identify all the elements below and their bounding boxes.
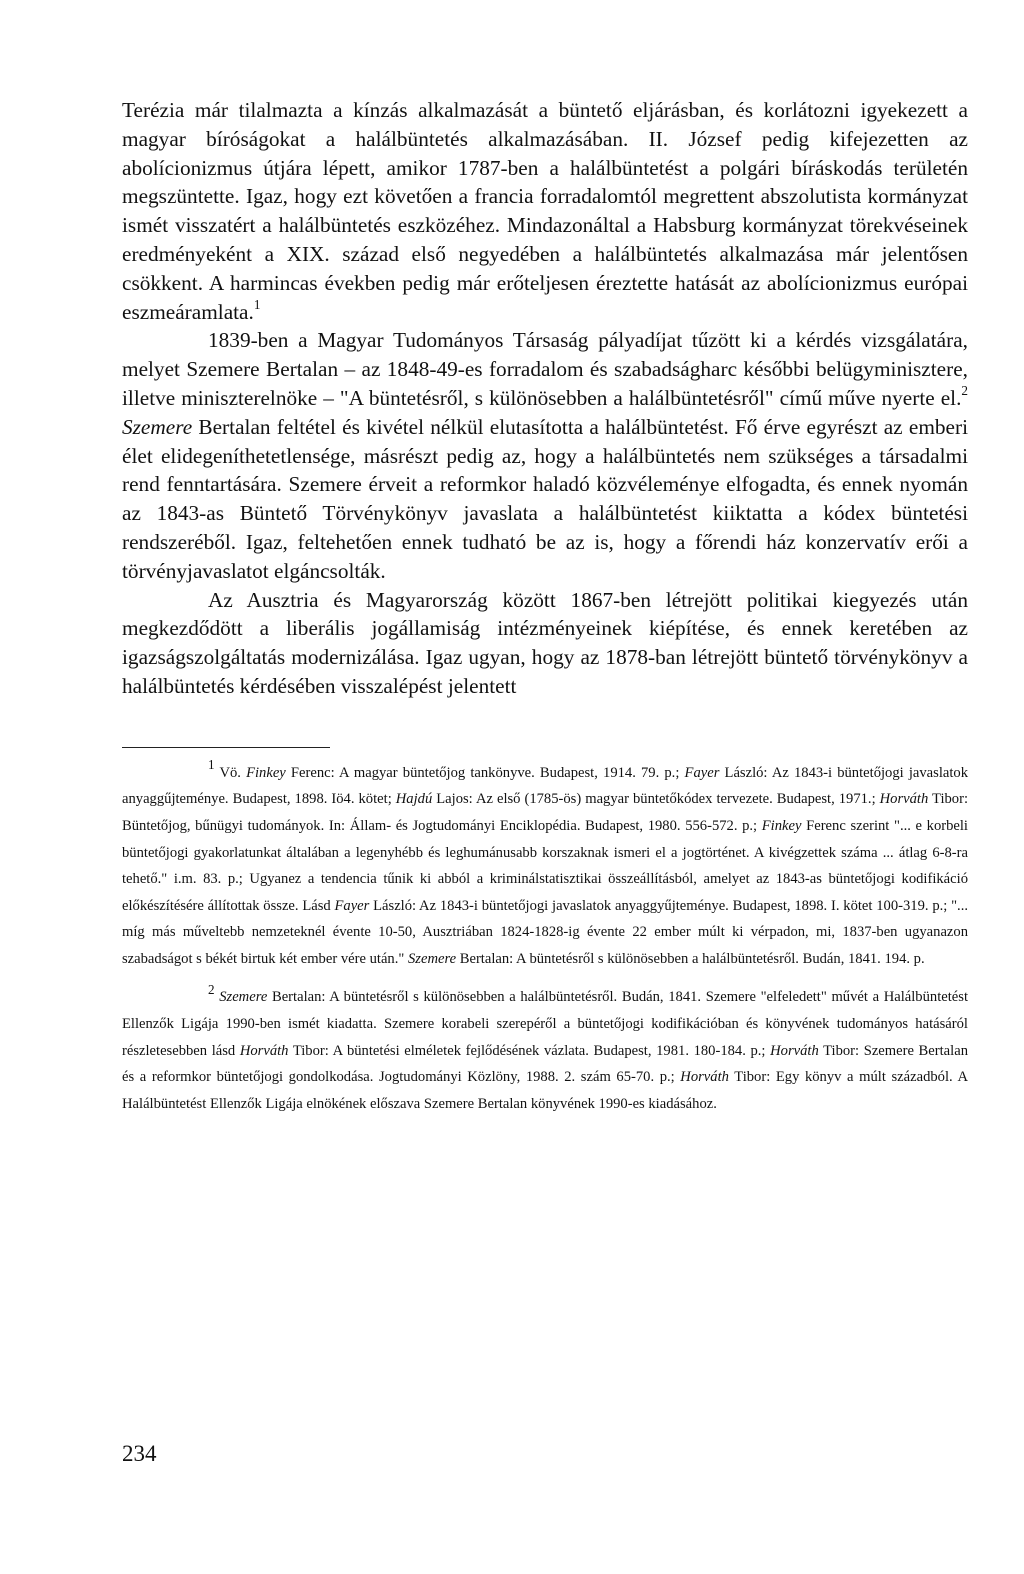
- footnote-2-author: Horváth: [239, 1042, 289, 1059]
- footnote-2-author: Szemere: [219, 989, 268, 1006]
- footnote-1-text: Bertalan: A büntetésről s különösebben a halálbüntetésről. Budán, 1841. 194. p.: [456, 950, 925, 967]
- footnote-1-number: 1: [208, 756, 215, 772]
- paragraph-2: [122, 326, 968, 585]
- page-number: 234: [122, 1441, 157, 1466]
- footnote-1-text: Ferenc szerint "... e korbeli büntetőjogi gyakorlatunkat általában a legenyhébb és leghumánusabb korszaknak ismeri el a jogtörténet. A kivégzettek száma ... átlag 6-8-ra tehető." i.m. 83. p.; Ugyanez a tendencia tűnik ki abból a kriminálstatisztikai összeállításból, amelyet az 1843-as büntetőjogi kodifikáció előkészítésére állítottak össze. Lásd: [122, 817, 968, 914]
- footnote-divider: [122, 747, 330, 748]
- footnote-1-author: Finkey: [246, 764, 286, 781]
- footnote-1-text: Vö.: [219, 764, 247, 781]
- document-page: [122, 96, 968, 1129]
- footnote-2: [122, 981, 968, 1117]
- footnotes: [122, 756, 969, 1118]
- footnote-1-text: László: Az 1843-i büntetőjogi javaslatok anyaggűjteménye. Budapest, 1898. Iö4. kötet;: [122, 764, 968, 808]
- paragraph-2-text-b: Bertalan feltétel és kivétel nélkül elutasította a halálbüntetést. Fő érve egyrészt az emberi élet elidegeníthetetlensége, másrészt pedig az, hogy a halálbüntetés nem szükséges a társadalmi rend fenntartására. Szemere érveit a reformkor haladó közvéleménye elfogadta, és ennek nyomán az 1843-as Büntető Törvénykönyv javaslata a halálbüntetést kiiktatta a kódex büntetési rendszeréből. Igaz, feltehetően ennek tudható be az is, hogy a főrendi ház konzervatív erői a törvényjavaslatot elgáncsolták.: [122, 414, 968, 583]
- paragraph-3: [122, 586, 968, 701]
- footnote-1-author: Fayer: [334, 897, 370, 914]
- footnote-1-author: Horváth: [879, 791, 929, 808]
- footnote-1-author: Fayer: [684, 764, 720, 781]
- footnote-1-text: Lajos: Az első (1785-ös) magyar büntetőkódex tervezete. Budapest, 1971.;: [432, 791, 880, 808]
- footnote-1-text: Tibor: Büntetőjog, bűnügyi tudományok. In: Állam- és Jogtudományi Enciklopédia. Budapest, 1980. 556-572. p.;: [122, 791, 969, 834]
- footnote-ref-1: 1: [253, 296, 261, 312]
- footnote-1-author: Hajdú: [395, 791, 433, 808]
- footnote-1-author: Finkey: [761, 817, 802, 834]
- paragraph-1-text: Terézia már tilalmazta a kínzás alkalmazását a büntető eljárásban, és korlátozni igyekezett a magyar bíróságokat a halálbüntetés alkalmazásában. II. József pedig kifejezetten az abolícionizmus útjára lépett, amikor 1787-ben a halálbüntetést a polgári bíráskodás területén megszüntette. Igaz, hogy ezt követően a francia forradalomtól megrettent abszolutista kormányzat ismét visszatért a halálbüntetés eszközéhez. Mindazonáltal a Habsburg kormányzat törekvéseinek eredményeként a XIX. század első negyedében a halálbüntetés alkalmazása már jelentősen csökkent. A harmincas években pedig már erőteljesen éreztette hatását az abolícionizmus európai eszmeáramlata.: [122, 98, 968, 324]
- footnote-2-text: Tibor: Szemere Bertalan és a reformkor büntetőjogi gondolkodása. Jogtudományi Közlöny, 1988. 2. szám 65-70. p.;: [122, 1042, 968, 1086]
- footnote-2-text: Tibor: Egy könyv a múlt századból. A Halálbüntetést Ellenzők Ligája elnökének előszava Szemere Bertalan könyvének 1990-es kiadásához.: [122, 1069, 968, 1112]
- footnote-1: [122, 756, 969, 973]
- footnote-1-text: Ferenc: A magyar büntetőjog tankönyve. Budapest, 1914. 79. p.;: [285, 764, 685, 781]
- footnote-1-text: László: Az 1843-i büntetőjogi javaslatok anyaggyűjteménye. Budapest, 1898. I. kötet 100-319. p.; "... míg más műveltebb nemzeteknél évente 10-50, Ausztriában 1824-1828-ig évente 22 ember múlt ki vérpadon, mi, 1837-ben ugyanazon szabadságot s békét birtuk két ember vére után.": [122, 897, 969, 967]
- paragraph-1: [122, 96, 968, 326]
- footnote-2-number: 2: [208, 981, 215, 997]
- footnote-2-author: Horváth: [770, 1042, 819, 1059]
- footnote-2-text: Tibor: A büntetési elméletek fejlődésének vázlata. Budapest, 1981. 180-184. p.;: [288, 1042, 771, 1059]
- footnote-ref-2: 2: [961, 382, 968, 398]
- footnote-2-author: Horváth: [680, 1069, 729, 1086]
- main-text: [122, 96, 968, 701]
- footnote-1-author: Szemere: [407, 950, 457, 967]
- paragraph-2-text-a: 1839-ben a Magyar Tudományos Társaság pályadíjat tűzött ki a kérdés vizsgálatára, melyet Szemere Bertalan – az 1848-49-es forradalom és szabadságharc későbbi belügyminisztere, illetve miniszterelnöke – "A büntetésről, s különösebben a halálbüntetésről" című műve nyerte el.: [122, 328, 968, 410]
- footnote-2-text: Bertalan: A büntetésről s különösebben a halálbüntetésről. Budán, 1841. Szemere "elfeledett" művét a Halálbüntetést Ellenzők Ligája 1990-ben ismét kiadatta. Szemere korabeli szerepéről a büntetőjogi kodifikációban és könyvének tudományos hatásáról részletesebben lásd: [122, 989, 968, 1059]
- paragraph-2-italic: Szemere: [122, 414, 193, 439]
- paragraph-3-text: Az Ausztria és Magyarország között 1867-ben létrejött politikai kiegyezés után megkezdődött a liberális jogállamiság intézményeinek kiépítése, és ennek keretében az igazságszolgáltatás modernizálása. Igaz ugyan, hogy az 1878-ban létrejött büntető törvénykönyv a halálbüntetés kérdésében visszalépést jelentett: [122, 587, 968, 698]
